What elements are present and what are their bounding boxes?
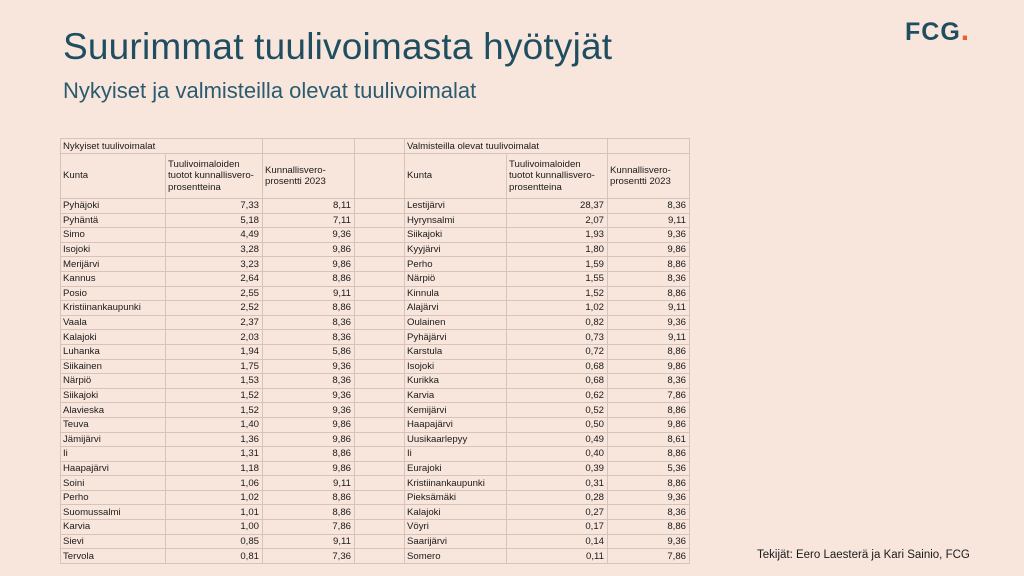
municipality-cell: Luhanka	[61, 344, 166, 359]
table-row	[61, 534, 690, 549]
table-row	[61, 286, 690, 301]
table-row	[61, 417, 690, 432]
municipality-cell: Somero	[405, 549, 507, 564]
yield-cell: 28,37	[507, 199, 608, 214]
tax-rate-cell: 9,11	[263, 286, 355, 301]
table-row	[61, 374, 690, 389]
yield-cell: 0,73	[507, 330, 608, 345]
municipality-cell: Simo	[61, 228, 166, 243]
municipality-cell: Isojoki	[61, 242, 166, 257]
municipality-cell: Saarijärvi	[405, 534, 507, 549]
tax-rate-cell: 8,86	[608, 344, 690, 359]
municipality-cell: Hyrynsalmi	[405, 213, 507, 228]
col-header-kunta: Kunta	[61, 154, 166, 199]
table-row	[61, 315, 690, 330]
yield-cell: 1,55	[507, 271, 608, 286]
right-group-title: Valmisteilla olevat tuulivoimalat	[405, 139, 608, 154]
spacer-cell	[355, 534, 405, 549]
municipality-cell: Kyyjärvi	[405, 242, 507, 257]
spacer-cell	[355, 315, 405, 330]
empty-cell	[263, 139, 355, 154]
spacer-cell	[355, 228, 405, 243]
tax-rate-cell: 9,86	[263, 461, 355, 476]
yield-cell: 0,52	[507, 403, 608, 418]
tax-rate-cell: 8,36	[608, 271, 690, 286]
page-title: Suurimmat tuulivoimasta hyötyjät	[63, 26, 613, 67]
municipality-cell: Vöyri	[405, 520, 507, 535]
spacer-cell	[355, 301, 405, 316]
tax-rate-cell: 8,61	[608, 432, 690, 447]
yield-cell: 0,40	[507, 447, 608, 462]
yield-cell: 1,00	[166, 520, 263, 535]
tax-rate-cell: 9,36	[263, 388, 355, 403]
municipality-cell: Ii	[405, 447, 507, 462]
tax-rate-cell: 8,36	[263, 315, 355, 330]
yield-cell: 1,75	[166, 359, 263, 374]
table-row	[61, 271, 690, 286]
yield-cell: 1,80	[507, 242, 608, 257]
yield-cell: 1,53	[166, 374, 263, 389]
municipality-cell: Lestijärvi	[405, 199, 507, 214]
spacer-cell	[355, 417, 405, 432]
table-row	[61, 359, 690, 374]
municipality-cell: Karstula	[405, 344, 507, 359]
yield-cell: 1,31	[166, 447, 263, 462]
yield-cell: 1,36	[166, 432, 263, 447]
tax-rate-cell: 8,86	[608, 520, 690, 535]
tax-rate-cell: 5,36	[608, 461, 690, 476]
table-row	[61, 476, 690, 491]
table-row	[61, 228, 690, 243]
tax-rate-cell: 7,86	[608, 388, 690, 403]
municipality-cell: Ii	[61, 447, 166, 462]
tax-rate-cell: 7,36	[263, 549, 355, 564]
table-row	[61, 403, 690, 418]
wind-power-table	[60, 138, 690, 564]
tax-rate-cell: 5,86	[263, 344, 355, 359]
spacer-cell	[355, 520, 405, 535]
municipality-cell: Pyhäjärvi	[405, 330, 507, 345]
tax-rate-cell: 8,86	[263, 447, 355, 462]
tax-rate-cell: 9,86	[608, 359, 690, 374]
municipality-cell: Eurajoki	[405, 461, 507, 476]
spacer-cell	[355, 374, 405, 389]
municipality-cell: Haapajärvi	[405, 417, 507, 432]
municipality-cell: Perho	[405, 257, 507, 272]
group-header-row	[61, 139, 690, 154]
spacer-cell	[355, 257, 405, 272]
yield-cell: 2,37	[166, 315, 263, 330]
tax-rate-cell: 8,86	[608, 447, 690, 462]
tax-rate-cell: 9,36	[608, 228, 690, 243]
tax-rate-cell: 9,86	[608, 242, 690, 257]
tax-rate-cell: 7,86	[608, 549, 690, 564]
col-header-vero: Kunnallisvero-prosentti 2023	[608, 154, 690, 199]
municipality-cell: Kemijärvi	[405, 403, 507, 418]
table-row	[61, 432, 690, 447]
municipality-cell: Vaala	[61, 315, 166, 330]
yield-cell: 1,52	[507, 286, 608, 301]
municipality-cell: Teuva	[61, 417, 166, 432]
spacer-cell	[355, 403, 405, 418]
tax-rate-cell: 9,36	[263, 359, 355, 374]
yield-cell: 0,81	[166, 549, 263, 564]
yield-cell: 4,49	[166, 228, 263, 243]
yield-cell: 7,33	[166, 199, 263, 214]
yield-cell: 1,01	[166, 505, 263, 520]
spacer-cell	[355, 271, 405, 286]
table-row	[61, 520, 690, 535]
yield-cell: 2,55	[166, 286, 263, 301]
table-row	[61, 461, 690, 476]
municipality-cell: Kinnula	[405, 286, 507, 301]
municipality-cell: Alajärvi	[405, 301, 507, 316]
municipality-cell: Kurikka	[405, 374, 507, 389]
municipality-cell: Uusikaarlepyy	[405, 432, 507, 447]
municipality-cell: Kannus	[61, 271, 166, 286]
yield-cell: 0,39	[507, 461, 608, 476]
col-header-vero: Kunnallisvero-prosentti 2023	[263, 154, 355, 199]
table-row	[61, 199, 690, 214]
yield-cell: 0,14	[507, 534, 608, 549]
spacer-cell	[355, 461, 405, 476]
yield-cell: 0,68	[507, 359, 608, 374]
municipality-cell: Alavieska	[61, 403, 166, 418]
municipality-cell: Tervola	[61, 549, 166, 564]
yield-cell: 0,85	[166, 534, 263, 549]
table-row	[61, 505, 690, 520]
tax-rate-cell: 8,36	[608, 374, 690, 389]
yield-cell: 0,49	[507, 432, 608, 447]
yield-cell: 1,94	[166, 344, 263, 359]
municipality-cell: Merijärvi	[61, 257, 166, 272]
logo-text: FCG	[905, 18, 961, 46]
municipality-cell: Kalajoki	[405, 505, 507, 520]
yield-cell: 1,52	[166, 403, 263, 418]
spacer-cell	[355, 432, 405, 447]
municipality-cell: Posio	[61, 286, 166, 301]
tax-rate-cell: 7,86	[263, 520, 355, 535]
yield-cell: 0,17	[507, 520, 608, 535]
spacer-cell	[355, 154, 405, 199]
yield-cell: 0,28	[507, 490, 608, 505]
spacer-cell	[355, 330, 405, 345]
yield-cell: 1,52	[166, 388, 263, 403]
yield-cell: 1,06	[166, 476, 263, 491]
municipality-cell: Isojoki	[405, 359, 507, 374]
col-header-kunta: Kunta	[405, 154, 507, 199]
col-header-tuotot: Tuulivoimaloiden tuotot kunnallisvero-prosentteina	[166, 154, 263, 199]
municipality-cell: Kalajoki	[61, 330, 166, 345]
yield-cell: 0,11	[507, 549, 608, 564]
tax-rate-cell: 8,36	[263, 374, 355, 389]
table-row	[61, 330, 690, 345]
tax-rate-cell: 8,86	[608, 286, 690, 301]
tax-rate-cell: 9,36	[608, 534, 690, 549]
yield-cell: 0,62	[507, 388, 608, 403]
spacer-cell	[355, 388, 405, 403]
tax-rate-cell: 8,36	[263, 330, 355, 345]
spacer-cell	[355, 549, 405, 564]
table-row	[61, 257, 690, 272]
spacer-cell	[355, 447, 405, 462]
tax-rate-cell: 8,86	[263, 301, 355, 316]
tax-rate-cell: 9,86	[263, 417, 355, 432]
municipality-cell: Karvia	[405, 388, 507, 403]
spacer-cell	[355, 213, 405, 228]
tax-rate-cell: 9,86	[263, 432, 355, 447]
yield-cell: 0,50	[507, 417, 608, 432]
table-row	[61, 242, 690, 257]
yield-cell: 0,68	[507, 374, 608, 389]
tax-rate-cell: 9,86	[263, 257, 355, 272]
municipality-cell: Siikajoki	[61, 388, 166, 403]
spacer-cell	[355, 344, 405, 359]
yield-cell: 3,23	[166, 257, 263, 272]
yield-cell: 1,18	[166, 461, 263, 476]
yield-cell: 2,64	[166, 271, 263, 286]
yield-cell: 2,07	[507, 213, 608, 228]
spacer-cell	[355, 242, 405, 257]
fcg-logo	[905, 14, 971, 47]
yield-cell: 1,93	[507, 228, 608, 243]
municipality-cell: Perho	[61, 490, 166, 505]
tax-rate-cell: 9,11	[263, 534, 355, 549]
tax-rate-cell: 7,11	[263, 213, 355, 228]
tax-rate-cell: 8,86	[608, 476, 690, 491]
table-row	[61, 549, 690, 564]
spacer-cell	[355, 359, 405, 374]
table-row	[61, 344, 690, 359]
tax-rate-cell: 8,86	[263, 505, 355, 520]
municipality-cell: Siikainen	[61, 359, 166, 374]
table-row	[61, 213, 690, 228]
col-header-tuotot: Tuulivoimaloiden tuotot kunnallisvero-prosentteina	[507, 154, 608, 199]
table-row	[61, 447, 690, 462]
spacer-cell	[355, 505, 405, 520]
spacer-cell	[355, 476, 405, 491]
yield-cell: 1,59	[507, 257, 608, 272]
municipality-cell: Sievi	[61, 534, 166, 549]
table-row	[61, 490, 690, 505]
tax-rate-cell: 8,86	[263, 490, 355, 505]
left-group-title: Nykyiset tuulivoimalat	[61, 139, 263, 154]
municipality-cell: Närpiö	[61, 374, 166, 389]
page-subtitle: Nykyiset ja valmisteilla olevat tuulivoimalat	[63, 78, 477, 103]
municipality-cell: Siikajoki	[405, 228, 507, 243]
yield-cell: 0,72	[507, 344, 608, 359]
tax-rate-cell: 8,86	[263, 271, 355, 286]
municipality-cell: Jämijärvi	[61, 432, 166, 447]
municipality-cell: Pyhäjoki	[61, 199, 166, 214]
yield-cell: 1,40	[166, 417, 263, 432]
tax-rate-cell: 8,36	[608, 505, 690, 520]
yield-cell: 2,52	[166, 301, 263, 316]
tax-rate-cell: 9,36	[263, 228, 355, 243]
yield-cell: 0,27	[507, 505, 608, 520]
municipality-cell: Närpiö	[405, 271, 507, 286]
tax-rate-cell: 8,86	[608, 257, 690, 272]
tax-rate-cell: 9,11	[608, 330, 690, 345]
empty-cell	[608, 139, 690, 154]
author-credit: Tekijät: Eero Laesterä ja Kari Sainio, FCG	[757, 549, 970, 561]
table-row	[61, 388, 690, 403]
yield-cell: 0,82	[507, 315, 608, 330]
spacer-cell	[355, 199, 405, 214]
tax-rate-cell: 9,36	[263, 403, 355, 418]
municipality-cell: Oulainen	[405, 315, 507, 330]
yield-cell: 1,02	[507, 301, 608, 316]
municipality-cell: Karvia	[61, 520, 166, 535]
tax-rate-cell: 9,36	[608, 315, 690, 330]
tax-rate-cell: 9,11	[608, 213, 690, 228]
municipality-cell: Kristiinankaupunki	[405, 476, 507, 491]
municipality-cell: Pyhäntä	[61, 213, 166, 228]
tax-rate-cell: 9,86	[608, 417, 690, 432]
yield-cell: 2,03	[166, 330, 263, 345]
yield-cell: 1,02	[166, 490, 263, 505]
spacer-cell	[355, 490, 405, 505]
tax-rate-cell: 9,11	[263, 476, 355, 491]
tax-rate-cell: 9,86	[263, 242, 355, 257]
column-header-row	[61, 154, 690, 199]
tax-rate-cell: 9,36	[608, 490, 690, 505]
table-row	[61, 301, 690, 316]
yield-cell: 0,31	[507, 476, 608, 491]
tax-rate-cell: 8,36	[608, 199, 690, 214]
municipality-cell: Soini	[61, 476, 166, 491]
yield-cell: 5,18	[166, 213, 263, 228]
spacer-cell	[355, 286, 405, 301]
municipality-cell: Kristiinankaupunki	[61, 301, 166, 316]
municipality-cell: Haapajärvi	[61, 461, 166, 476]
tax-rate-cell: 8,86	[608, 403, 690, 418]
yield-cell: 3,28	[166, 242, 263, 257]
tax-rate-cell: 9,11	[608, 301, 690, 316]
spacer-cell	[355, 139, 405, 154]
municipality-cell: Suomussalmi	[61, 505, 166, 520]
logo-dot: .	[960, 14, 971, 47]
municipality-cell: Pieksämäki	[405, 490, 507, 505]
tax-rate-cell: 8,11	[263, 199, 355, 214]
